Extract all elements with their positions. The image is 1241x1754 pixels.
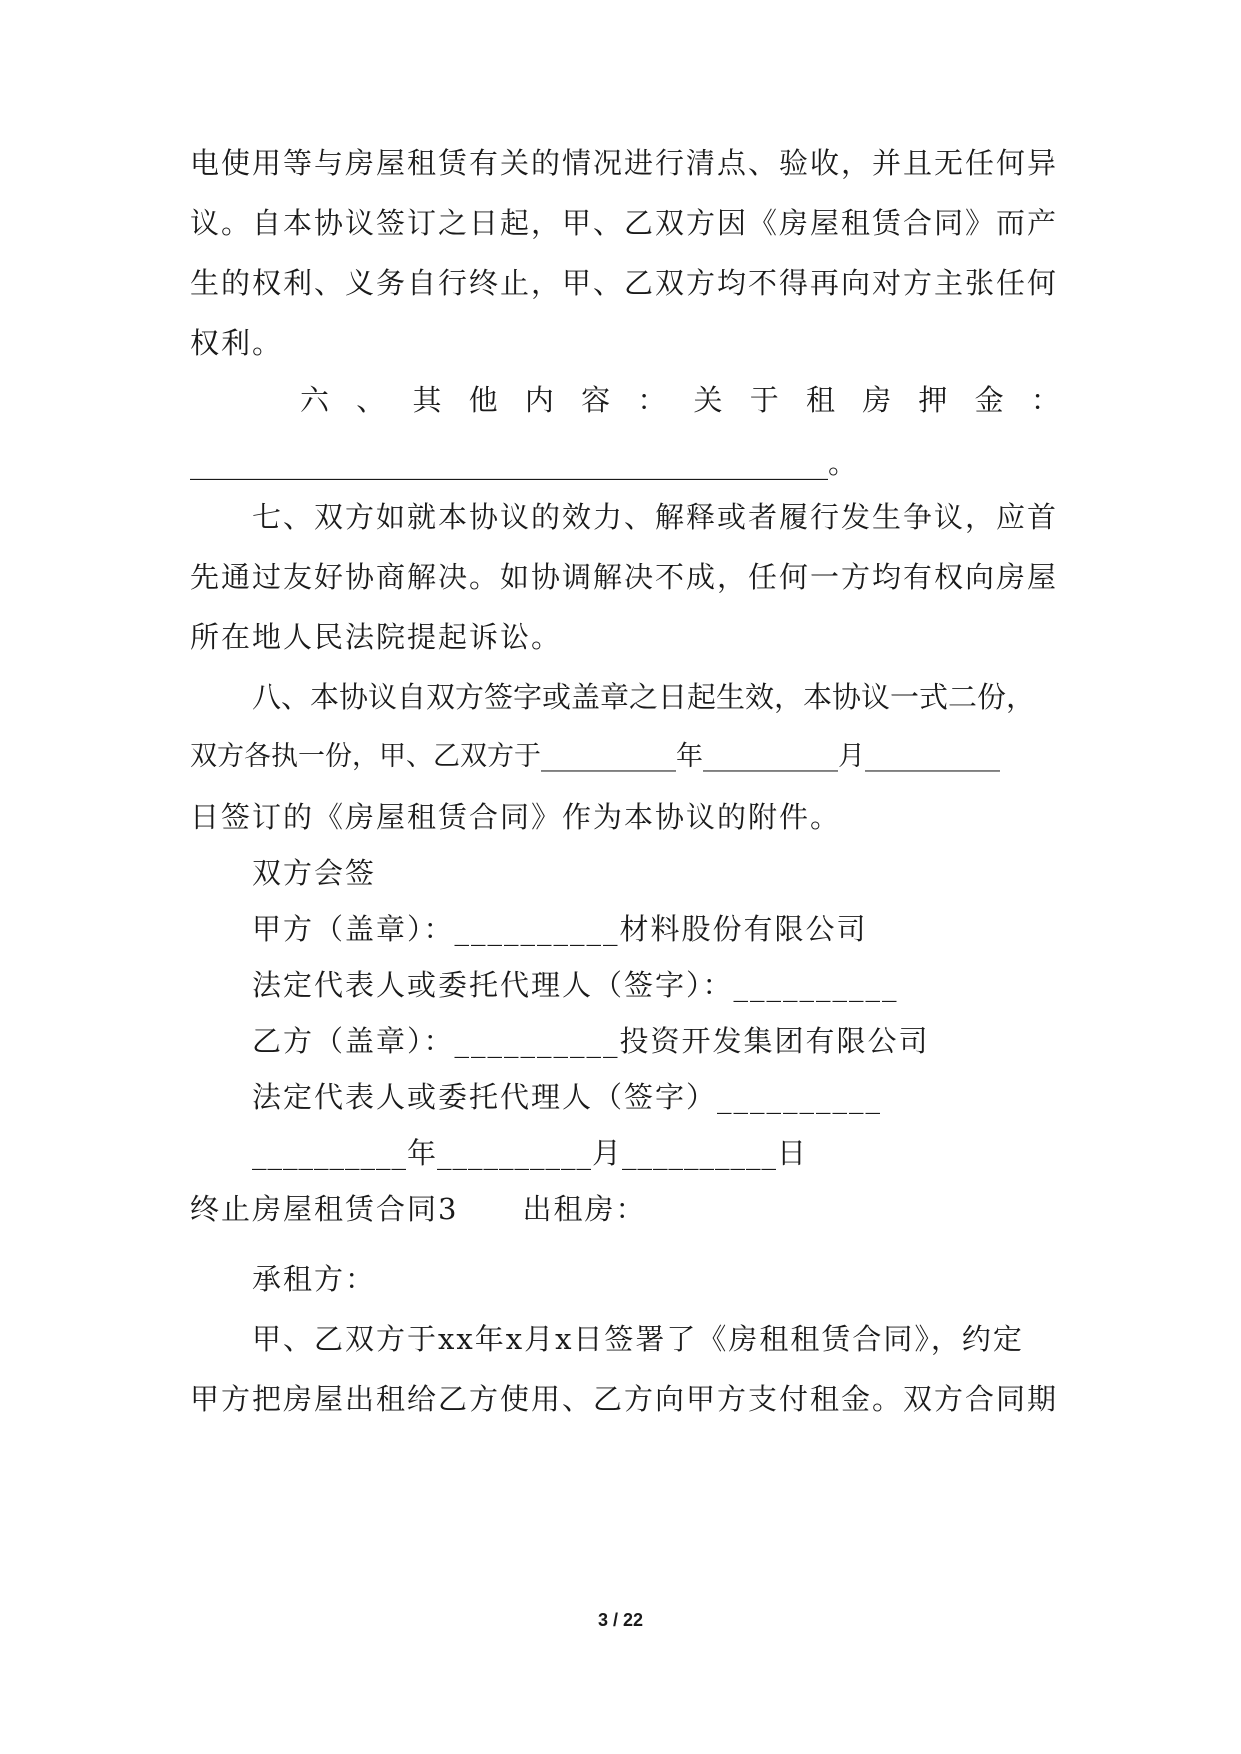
paragraph-line: 双方各执一份，甲、乙双方于__________年__________月__________ bbox=[190, 741, 1000, 772]
paragraph-line: 甲、乙双方于xx年x月x日签署了《房租租赁合同》，约定 bbox=[252, 1322, 1024, 1356]
paragraph-line: 日签订的《房屋租赁合同》作为本协议的附件。 bbox=[190, 800, 842, 834]
sign-heading: 双方会签 bbox=[252, 856, 377, 890]
heading-char: 容 bbox=[581, 383, 611, 417]
heading-char: 押 bbox=[918, 383, 948, 417]
heading-char: 金 bbox=[974, 383, 1004, 417]
heading-char: 内 bbox=[524, 383, 554, 417]
heading-char: 六 bbox=[300, 383, 330, 417]
paragraph-line: 甲方把房屋出租给乙方使用、乙方向甲方支付租金。双方合同期 bbox=[190, 1382, 1059, 1416]
lessee-label: 承租方： bbox=[252, 1262, 377, 1296]
section-title: 终止房屋租赁合同3 bbox=[190, 1192, 459, 1226]
party-b-seal-line: 乙方（盖章）：__________投资开发集团有限公司 bbox=[252, 1024, 930, 1058]
heading-char: 、 bbox=[356, 383, 386, 417]
paragraph-line: 电使用等与房屋租赁有关的情况进行清点、验收，并且无任何异 bbox=[190, 146, 1059, 180]
section-title-line bbox=[190, 1189, 1060, 1229]
page-number: 3 / 22 bbox=[597, 1610, 644, 1630]
heading-char: 其 bbox=[412, 383, 442, 417]
paragraph-line: 权利。 bbox=[190, 326, 284, 360]
deposit-blank-line: ____________________________________________。 bbox=[190, 446, 858, 480]
paragraph-line: 议。自本协议签订之日起，甲、乙双方因《房屋租赁合同》而产 bbox=[190, 206, 1059, 240]
party-b-representative-line: 法定代表人或委托代理人（签字）__________ bbox=[252, 1080, 883, 1114]
heading-char: 于 bbox=[749, 383, 779, 417]
paragraph-line: 七、双方如就本协议的效力、解释或者履行发生争议，应首 bbox=[252, 500, 1059, 534]
paragraph-line: 八、本协议自双方签字或盖章之日起生效，本协议一式二份， bbox=[252, 680, 1036, 714]
heading-char: ： bbox=[1030, 383, 1060, 417]
heading-char: 他 bbox=[468, 383, 498, 417]
paragraph-line: 生的权利、义务自行终止，甲、乙双方均不得再向对方主张任何 bbox=[190, 266, 1059, 300]
heading-char: 房 bbox=[862, 383, 892, 417]
lessor-label: 出租房： bbox=[522, 1192, 647, 1226]
paragraph-line: 先通过友好协商解决。如协调解决不成，任何一方均有权向房屋 bbox=[190, 560, 1059, 594]
party-a-representative-line: 法定代表人或委托代理人（签字）：__________ bbox=[252, 968, 899, 1002]
date-line: __________年__________月__________日 bbox=[252, 1136, 808, 1170]
section-six-heading bbox=[300, 380, 1060, 420]
heading-char: ： bbox=[637, 383, 667, 417]
heading-char: 租 bbox=[805, 383, 835, 417]
party-a-seal-line: 甲方（盖章）：__________材料股份有限公司 bbox=[252, 912, 868, 946]
heading-char: 关 bbox=[693, 383, 723, 417]
paragraph-line: 所在地人民法院提起诉讼。 bbox=[190, 620, 563, 654]
